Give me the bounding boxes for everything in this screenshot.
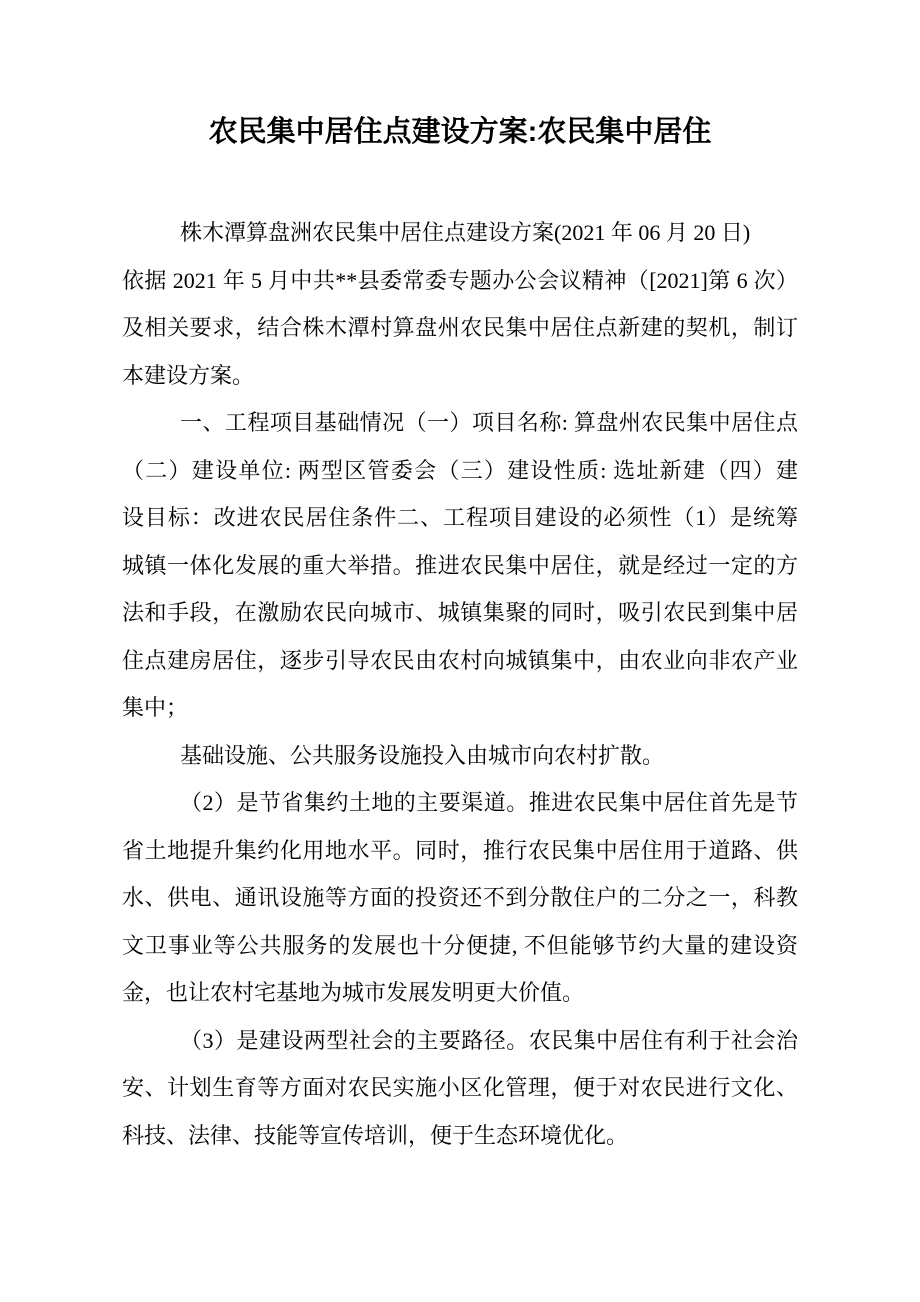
text-line: 依据 2021 年 5 月中共**县委常委专题办公会议精神（[2021]第 6 次）: [122, 267, 798, 293]
text-line: 株木潭算盘洲农民集中居住点建设方案(2021 年 06 月 20 日): [180, 220, 751, 245]
text-line: 及相关要求，结合株木潭村算盘州农民集中居住点新建的契机，制订: [122, 315, 798, 340]
paragraph: [122, 399, 798, 732]
text-line: 安、计划生育等方面对农民实施小区化管理，便于对农民进行文化、: [122, 1075, 798, 1100]
text-line: （3）是建设两型社会的主要路径。农民集中居住有利于社会治: [180, 1027, 798, 1053]
text-line: 本建设方案。: [122, 362, 255, 388]
text-line: 设目标：改进农民居住条件二、工程项目建设的必须性（1）是统筹: [122, 505, 798, 530]
text-line: 城镇一体化发展的重大举措。推进农民集中居住，就是经过一定的方: [122, 552, 798, 578]
text-line: 金，也让农村宅基地为城市发展发明更大价值。: [122, 980, 585, 1005]
paragraph: [122, 257, 798, 400]
text-line: 基础设施、公共服务设施投入由城市向农村扩散。: [180, 742, 665, 768]
paragraph: [122, 1017, 798, 1160]
text-line: 文卫事业等公共服务的发展也十分便捷, 不但能够节约大量的建设资: [122, 932, 798, 958]
text-line: 法和手段，在激励农民向城市、城镇集聚的同时，吸引农民到集中居: [122, 600, 798, 625]
text-line: （2）是节省集约土地的主要渠道。推进农民集中居住首先是节: [180, 790, 798, 815]
paragraph: [122, 209, 798, 257]
text-line: 一、工程项目基础情况（一）项目名称: 算盘州农民集中居住点: [180, 410, 798, 435]
text-line: 省土地提升集约化用地水平。同时，推行农民集中居住用于道路、供: [122, 837, 798, 863]
text-line: 科技、法律、技能等宣传培训，便于生态环境优化。: [122, 1122, 629, 1148]
document-title: 农民集中居住点建设方案:农民集中居住: [208, 116, 712, 148]
paragraph: [122, 779, 798, 1017]
paragraph: [122, 732, 798, 780]
text-line: 集中；: [122, 695, 189, 720]
text-line: 水、供电、通讯设施等方面的投资还不到分散住户的二分之一，科教: [122, 885, 798, 910]
text-line: 住点建房居住，逐步引导农民由农村向城镇集中，由农业向非农产业: [122, 647, 798, 673]
document-body: [122, 209, 798, 1159]
text-line: （二）建设单位: 两型区管委会（三）建设性质: 选址新建（四）建: [122, 457, 798, 483]
